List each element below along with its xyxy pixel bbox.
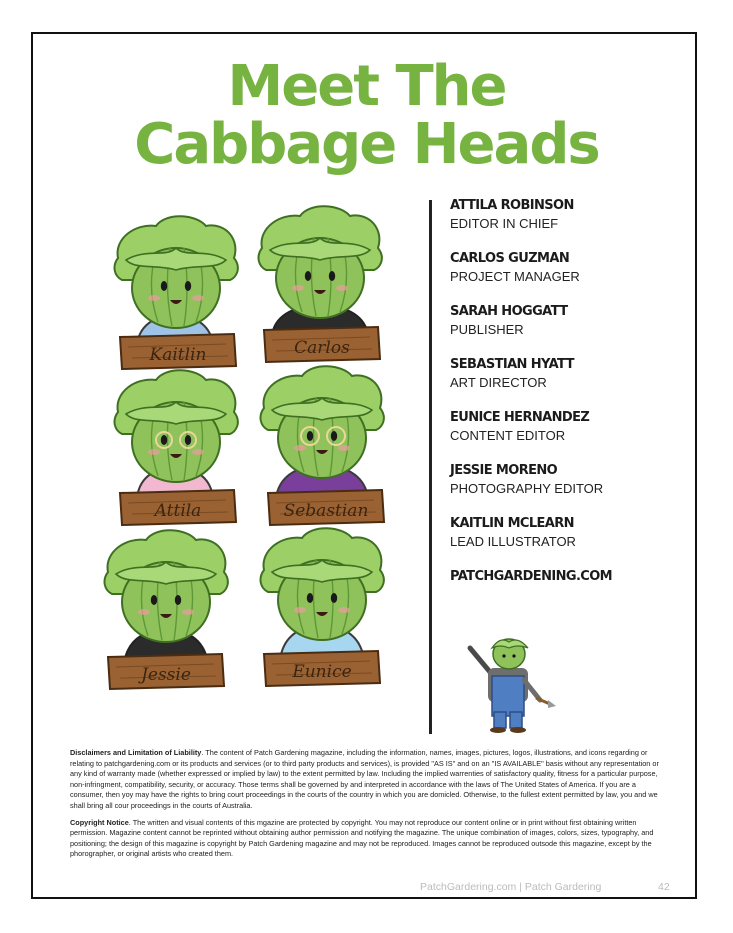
page-footer-text: PatchGardering.com | Patch Gardering [420, 881, 602, 893]
disclaimer-paragraph [70, 748, 660, 812]
plaque-jessie: Jessie [141, 665, 191, 685]
staff-member [450, 410, 612, 463]
staff-role: ART DIRECTOR [450, 375, 547, 390]
character-eunice [261, 528, 384, 686]
page-title-line1: Meet The [227, 54, 506, 119]
staff-role: EDITOR IN CHIEF [450, 216, 559, 231]
character-sebastian [261, 366, 384, 525]
plaque-attila: Attila [154, 501, 202, 521]
staff-name: KAITLIN MCLEARN [450, 516, 574, 531]
staff-role: CONTENT EDITOR [450, 428, 566, 443]
staff-member [450, 357, 612, 410]
website-link[interactable]: PATCHGARDENING.COM [450, 569, 613, 584]
staff-member [450, 463, 612, 516]
page-title-line2: Cabbage Heads [134, 112, 599, 177]
disclaimer-heading: Disclaimers and Limitation of Liability [70, 748, 202, 757]
staff-name: SARAH HOGGATT [450, 304, 568, 319]
copyright-body: . The written and visual contents of this mgazine are protected by copyright. You may not reproduce our content online or in print without first obtaining written permission. Magazine content cannot be reprinted without obtaining author permission and notifying the magazine. The unique combination of images, colors, sizes, typography, and positioning; the design of this magazine is copyright by Patch Gardening magazine and may not be reproduced. Images cannot be reproduced outsode this magazine, except by the phorographer, or original artists who created them. [70, 817, 654, 859]
staff-member [450, 251, 612, 304]
copyright-heading: Copyright Notice [70, 817, 129, 827]
legal-notices [70, 748, 660, 866]
plaque-carlos: Carlos [294, 338, 350, 358]
staff-role: PUBLISHER [450, 322, 524, 337]
character-attila [115, 370, 238, 525]
character-carlos [259, 206, 382, 362]
staff-member [450, 198, 612, 251]
staff-member [450, 516, 612, 569]
plaque-eunice: Eunice [292, 662, 352, 682]
character-jessie [105, 530, 228, 689]
staff-role: PROJECT MANAGER [450, 269, 580, 284]
plaque-kaitlin: Kaitlin [149, 345, 207, 365]
staff-name: SEBASTIAN HYATT [450, 357, 574, 372]
staff-name: CARLOS GUZMAN [450, 251, 570, 266]
staff-name: EUNICE HERNANDEZ [450, 410, 590, 425]
copyright-paragraph [70, 818, 660, 860]
staff-name: JESSIE MORENO [450, 463, 558, 478]
staff-role: LEAD ILLUSTRATOR [450, 534, 576, 549]
disclaimer-body: . The content of Patch Gardening magazine, including the information, names, images, pictures, logos, illustrations, and icons regarding or relating to patchgardening.com or its products and services (or to third party products and services), is provided "AS IS" and on an "IS AVAILABLE" basis without any representation or any kind of warranty made (whether expressed or implied by law) to the extent permitted by law. Including the implied warrenties of satisfactory quality, fitness for a particular purpose, non-infringment, compatibility, security, or accuracy. Those terms shall be governed by and interpreted in accordance with the laws of The United States of America. If you are a consumer, then yoy may have the rights to bring court proceedings in the courts of the country in which you are domicled. Otherwise, to the fullest extent permitted by law, you and we shall bring all cour proceedings in the courts of Australia. [70, 748, 659, 810]
character-kaitlin [115, 216, 238, 369]
page-number: 42 [658, 881, 670, 893]
masthead-staff-list [450, 198, 612, 584]
staff-role: PHOTOGRAPHY EDITOR [450, 481, 604, 496]
vertical-divider [429, 200, 432, 734]
plaque-sebastian: Sebastian [283, 501, 369, 521]
staff-name: ATTILA ROBINSON [450, 198, 574, 213]
staff-member [450, 304, 612, 357]
